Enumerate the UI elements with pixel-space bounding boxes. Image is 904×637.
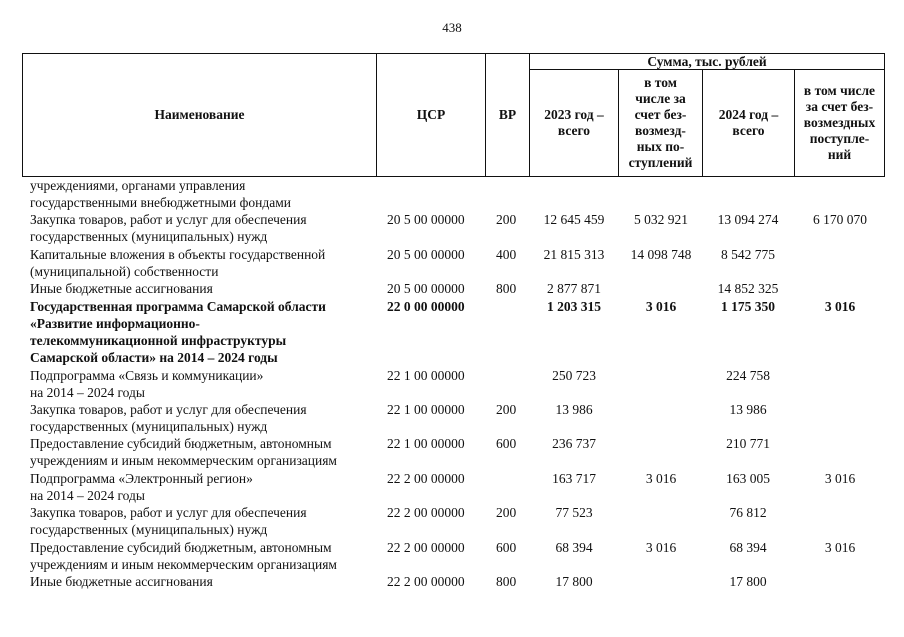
row-sum-2023: 21 815 313 xyxy=(543,247,605,262)
row-sum-2023: 163 717 xyxy=(552,471,596,486)
header-2024-total: 2024 год – всего xyxy=(718,107,779,138)
row-csr: 22 0 00 00000 xyxy=(387,299,465,314)
row-csr: 22 1 00 00000 xyxy=(387,368,465,383)
header-vr: ВР xyxy=(498,107,517,122)
row-free-2024: 3 016 xyxy=(824,299,856,314)
row-name: Государственная программа Самарской области «Развитие информационно- телекоммуникационной инфраструктуры Самарской области» на 2014 – 2024 годы xyxy=(30,299,326,365)
row-sum-2023: 17 800 xyxy=(555,574,593,589)
row-name: Закупка товаров, работ и услуг для обеспечения государственных (муниципальных) нужд xyxy=(30,212,307,244)
row-vr: 800 xyxy=(496,574,517,589)
row-free-2024: 6 170 070 xyxy=(813,212,867,227)
row-sum-2023: 236 737 xyxy=(552,436,596,451)
row-sum-2024: 68 394 xyxy=(729,540,767,555)
header-sum-group: Сумма, тыс. рублей xyxy=(647,53,767,69)
row-sum-2024: 224 758 xyxy=(726,368,770,383)
row-name: Подпрограмма «Связь и коммуникации» на 2014 – 2024 годы xyxy=(30,368,264,400)
header-csr: ЦСР xyxy=(416,107,446,122)
row-sum-2023: 77 523 xyxy=(555,505,593,520)
header-2023-total: 2023 год – всего xyxy=(544,107,604,138)
row-sum-2023: 2 877 871 xyxy=(547,281,601,296)
row-vr: 200 xyxy=(496,505,517,520)
row-name: Предоставление субсидий бюджетным, автономным учреждениям и иным некоммерческим организациям xyxy=(30,436,337,468)
row-csr: 22 1 00 00000 xyxy=(387,436,465,451)
row-sum-2024: 8 542 775 xyxy=(721,247,775,262)
row-csr: 22 2 00 00000 xyxy=(387,505,465,520)
row-free-2024: 3 016 xyxy=(824,540,856,555)
row-free-2023: 3 016 xyxy=(645,471,677,486)
row-csr: 22 2 00 00000 xyxy=(387,574,465,589)
row-csr: 20 5 00 00000 xyxy=(387,281,465,296)
row-sum-2024: 14 852 325 xyxy=(717,281,779,296)
row-name: Закупка товаров, работ и услуг для обеспечения государственных (муниципальных) нужд xyxy=(30,505,307,537)
row-sum-2024: 1 175 350 xyxy=(721,299,775,314)
row-vr: 600 xyxy=(496,540,517,555)
row-sum-2024: 13 986 xyxy=(729,402,767,417)
row-sum-2024: 210 771 xyxy=(726,436,770,451)
row-name: Предоставление субсидий бюджетным, автономным учреждениям и иным некоммерческим организациям xyxy=(30,540,337,572)
row-sum-2023: 12 645 459 xyxy=(543,212,605,227)
row-name: Подпрограмма «Электронный регион» на 2014 – 2024 годы xyxy=(30,471,253,503)
row-vr: 800 xyxy=(496,281,517,296)
row-sum-2024: 76 812 xyxy=(729,505,767,520)
row-sum-2023: 1 203 315 xyxy=(547,299,601,314)
row-free-2023: 14 098 748 xyxy=(630,247,692,262)
row-csr: 22 2 00 00000 xyxy=(387,471,465,486)
row-sum-2023: 13 986 xyxy=(555,402,593,417)
row-csr: 22 1 00 00000 xyxy=(387,402,465,417)
row-name: Капитальные вложения в объекты государственной (муниципальной) собственности xyxy=(30,247,326,279)
row-sum-2023: 250 723 xyxy=(552,368,596,383)
header-name: Наименование xyxy=(154,107,245,122)
row-csr: 20 5 00 00000 xyxy=(387,247,465,262)
row-name: Иные бюджетные ассигнования xyxy=(30,574,213,589)
row-vr: 200 xyxy=(496,212,517,227)
row-free-2023: 3 016 xyxy=(645,540,677,555)
row-vr: 200 xyxy=(496,402,517,417)
row-free-2023: 3 016 xyxy=(645,299,677,314)
page-number: 438 xyxy=(442,20,462,35)
row-name: учреждениями, органами управления государственными внебюджетными фондами xyxy=(30,178,292,210)
row-sum-2023: 68 394 xyxy=(555,540,593,555)
row-free-2024: 3 016 xyxy=(824,471,856,486)
row-vr: 400 xyxy=(496,247,517,262)
row-vr: 600 xyxy=(496,436,517,451)
row-sum-2024: 17 800 xyxy=(729,574,767,589)
header-2024-free: в том числе за счет без- возмездных поступле- ний xyxy=(803,83,876,162)
row-free-2023: 5 032 921 xyxy=(634,212,688,227)
row-sum-2024: 13 094 274 xyxy=(717,212,779,227)
row-name: Иные бюджетные ассигнования xyxy=(30,281,213,296)
row-name: Закупка товаров, работ и услуг для обеспечения государственных (муниципальных) нужд xyxy=(30,402,307,434)
row-csr: 20 5 00 00000 xyxy=(387,212,465,227)
header-2023-free: в том числе за счет без- возмезд- ных по- ступлений xyxy=(628,75,693,170)
row-csr: 22 2 00 00000 xyxy=(387,540,465,555)
row-sum-2024: 163 005 xyxy=(726,471,770,486)
